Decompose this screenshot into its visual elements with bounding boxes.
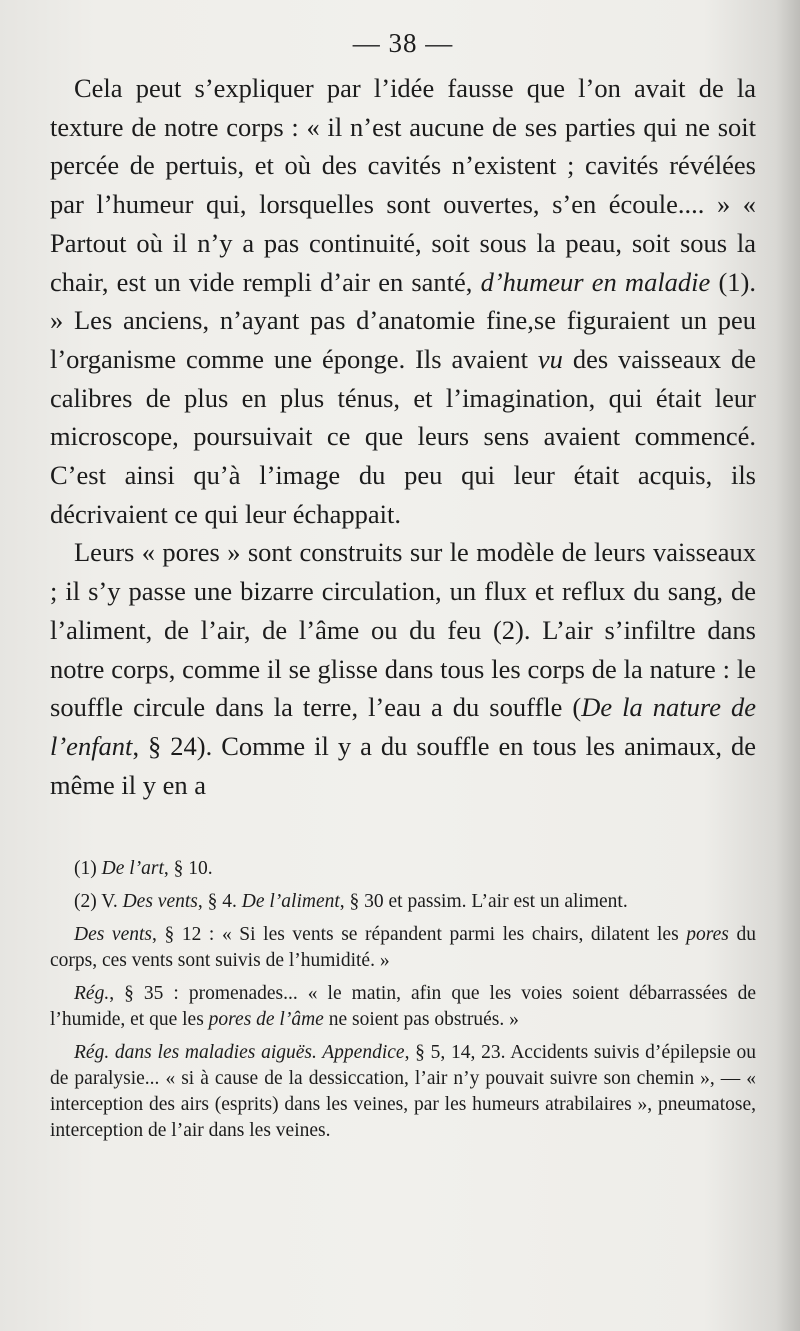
text-run: (1). » Les anciens, n’ayant pas d’anatomie fine,se figuraient un peu l’organisme comme une éponge. Ils avaient xyxy=(50,266,756,374)
text-run: (2) V. xyxy=(74,891,123,913)
italic-text: De l’aliment xyxy=(241,891,340,913)
text-run: , § 24). Comme il y a du souffle en tous les animaux, de même il y en a xyxy=(50,730,756,800)
italic-text: pores xyxy=(686,924,729,946)
italic-text: Rég. dans les maladies aiguës. Appendice xyxy=(74,1042,405,1064)
italic-text: vu xyxy=(537,343,563,374)
text-run: ne soient pas obstrués. » xyxy=(323,1009,519,1031)
footnote xyxy=(50,922,756,974)
text-run: Cela peut s’expliquer par l’idée fausse que l’on avait de la texture de notre corps : « il n’est aucune de ses parties qui ne soit percée de pertuis, et où des cavités n’existent ; cavités révélées par l’humeur qui, lorsquelles sont ouvertes, s’en écoule.... » « Partout où il n’y a pas continuité, soit sous la peau, soit sous la chair, est un vide rempli d’air en santé, xyxy=(50,73,756,297)
paragraph xyxy=(50,69,756,533)
text-run: , § 35 : promenades... « le matin, afin que les voies soient débarrassées de l’humide, et que les xyxy=(50,983,756,1031)
footnote xyxy=(50,1040,756,1144)
page-number: — 38 — xyxy=(352,28,454,58)
paragraph xyxy=(50,533,756,804)
text-run: du corps, ces vents sont suivis de l’humidité. » xyxy=(50,924,756,972)
italic-text: De l’art xyxy=(101,858,164,880)
text-run: , § 30 et passim. L’air est un aliment. xyxy=(339,891,628,913)
text-run: , § 4. xyxy=(197,891,242,913)
italic-text: Des vents xyxy=(122,891,198,913)
italic-text: pores de l’âme xyxy=(208,1009,324,1031)
text-run: , § 10. xyxy=(163,858,213,880)
main-text xyxy=(50,69,756,804)
text-run: Leurs « pores » sont construits sur le modèle de leurs vaisseaux ; il s’y passe une bizarre circulation, un flux et reflux du sang, de l’aliment, de l’air, de l’âme ou du feu (2). L’air s’infiltre dans notre corps, comme il se glisse dans tous les corps de la nature : le souffle circule dans la terre, l’eau a du souffle ( xyxy=(50,537,756,723)
footnote xyxy=(50,856,756,882)
text-run: , § 12 : « Si les vents se répandent parmi les chairs, dilatent les xyxy=(152,924,687,946)
footnotes xyxy=(50,856,756,1144)
italic-text: De la nature de l’enfant xyxy=(50,692,756,761)
italic-text: Rég. xyxy=(74,983,110,1005)
text-run: (1) xyxy=(74,858,102,880)
text-run: , § 5, 14, 23. Accidents suivis d’épilepsie ou de paralysie... « si à cause de la dessiccation, l’air n’y pouvait suivre son chemin », — « interception des airs (esprits) dans les veines, par les humeurs atrabilaires », pneumatose, interception de l’air dans les veines. xyxy=(50,1042,756,1142)
italic-text: d’humeur en maladie xyxy=(480,266,711,297)
footnote xyxy=(50,981,756,1033)
text-run: des vaisseaux de calibres de plus en plus ténus, et l’imagination, qui était leur microscope, poursuivait ce que leurs sens avaient commencé. C’est ainsi qu’à l’image du peu qui leur était acquis, ils décrivaient ce qui leur échappait. xyxy=(50,343,756,529)
italic-text: Des vents xyxy=(74,924,152,946)
footnote xyxy=(50,889,756,915)
